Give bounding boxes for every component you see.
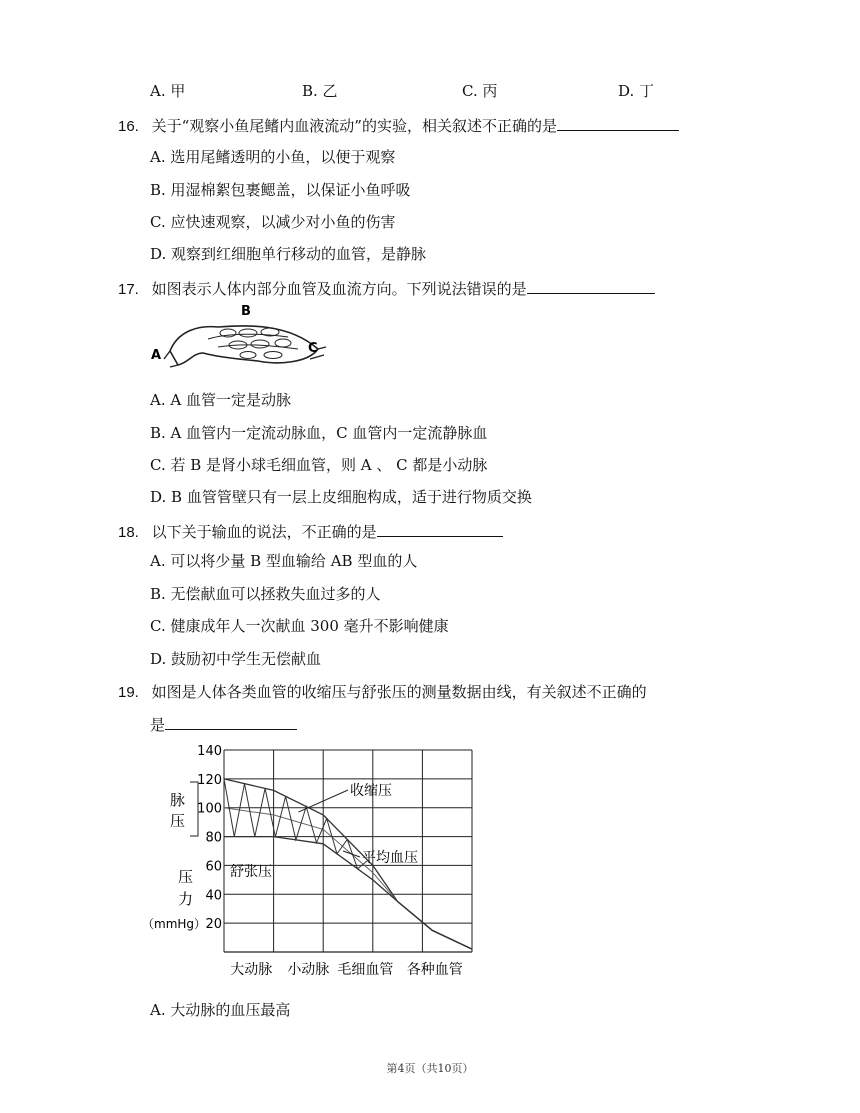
q17-option-c: C. 若 B 是肾小球毛细血管，则 A 、 C 都是小动脉	[150, 456, 488, 474]
ylabel-char-2: 力	[178, 890, 194, 908]
annotation-label: 收缩压	[350, 783, 392, 799]
y-tick-label: 40	[205, 888, 222, 904]
x-category-label: 毛细血管	[337, 962, 394, 978]
q19-stem-line2	[150, 713, 297, 735]
q17-option-b: B. A 血管内一定流动脉血，C 血管内一定流静脉血	[150, 424, 488, 442]
q18-number: 18.	[118, 524, 139, 541]
label-a: A	[151, 348, 162, 363]
page-footer: 第4页（共10页）	[386, 1062, 474, 1075]
q15-option-d: D. 丁	[618, 82, 655, 100]
q16-stem-text: 关于“观察小鱼尾鳍内血液流动”的实验，相关叙述不正确的是	[151, 117, 557, 135]
ylabel-top-char-2: 压	[170, 812, 186, 830]
q18-stem-text: 以下关于输血的说法，不正确的是	[151, 523, 377, 541]
q15-option-c: C. 丙	[462, 82, 498, 100]
q16-option-a: A. 选用尾鳍透明的小鱼，以便于观察	[150, 148, 396, 166]
x-categories	[230, 961, 463, 978]
y-ticks	[197, 744, 222, 932]
answer-blank	[377, 520, 503, 537]
annotation-label: 平均血压	[362, 850, 418, 866]
q18-option-c: C. 健康成年人一次献血 300 毫升不影响健康	[150, 617, 449, 635]
y-tick-label: 60	[205, 859, 222, 875]
q17-stem	[118, 277, 655, 300]
q15-option-b: B. 乙	[302, 82, 338, 100]
y-tick-label: 80	[205, 830, 222, 846]
q19-option-a: A. 大动脉的血压最高	[150, 1001, 291, 1019]
q16-number: 16.	[118, 118, 139, 135]
ylabel-char-1: 压	[178, 868, 194, 886]
answer-blank	[557, 114, 679, 131]
q16-option-b: B. 用湿棉絮包裹鳃盖，以保证小鱼呼吸	[150, 181, 411, 199]
y-tick-label: 100	[197, 801, 222, 817]
q17-option-d: D. B 血管管壁只有一层上皮细胞构成，适于进行物质交换	[150, 488, 532, 506]
pulse-pressure-zigzag	[224, 779, 368, 869]
q15-option-a: A. 甲	[150, 82, 186, 100]
answer-blank	[527, 277, 655, 294]
y-unit: （mmHg）	[142, 917, 207, 931]
pulse-pressure-hatch	[224, 779, 368, 869]
series-line-3	[224, 837, 472, 950]
q16-option-c: C. 应快速观察，以减少对小鱼的伤害	[150, 213, 396, 231]
q18-option-a: A. 可以将少量 B 型血输给 AB 型血的人	[150, 552, 418, 570]
annotation-label: 舒张压	[230, 864, 272, 880]
blood-pressure-chart	[140, 740, 490, 985]
y-tick-label: 120	[197, 772, 222, 788]
label-b: B	[241, 304, 251, 319]
q17-stem-text: 如图表示人体内部分血管及血流方向。下列说法错误的是	[151, 280, 527, 298]
q19-stem-text-2: 是	[150, 716, 166, 734]
q18-stem	[118, 520, 503, 543]
x-category-label: 大动脉	[230, 962, 273, 978]
q19-stem-text: 如图是人体各类血管的收缩压与舒张压的测量数据由线，有关叙述不正确的	[151, 683, 647, 701]
label-c: C	[308, 341, 318, 356]
q17-option-a: A. A 血管一定是动脉	[150, 391, 291, 409]
y-tick-label: 140	[197, 744, 222, 759]
q19-number: 19.	[118, 684, 139, 701]
q18-option-b: B. 无偿献血可以拯救失血过多的人	[150, 585, 381, 603]
ylabel-top-char-1: 脉	[170, 791, 186, 809]
x-category-label: 各种血管	[406, 962, 463, 978]
q19-stem-line1	[118, 682, 647, 703]
q16-option-d: D. 观察到红细胞单行移动的血管，是静脉	[150, 245, 427, 263]
q17-number: 17.	[118, 281, 139, 298]
q18-option-d: D. 鼓励初中学生无偿献血	[150, 650, 322, 668]
x-category-label: 小动脉	[287, 962, 330, 978]
answer-blank	[165, 713, 297, 730]
y-tick-label: 20	[205, 917, 222, 933]
q16-stem	[118, 114, 679, 137]
q17-vessel-figure	[148, 303, 338, 373]
